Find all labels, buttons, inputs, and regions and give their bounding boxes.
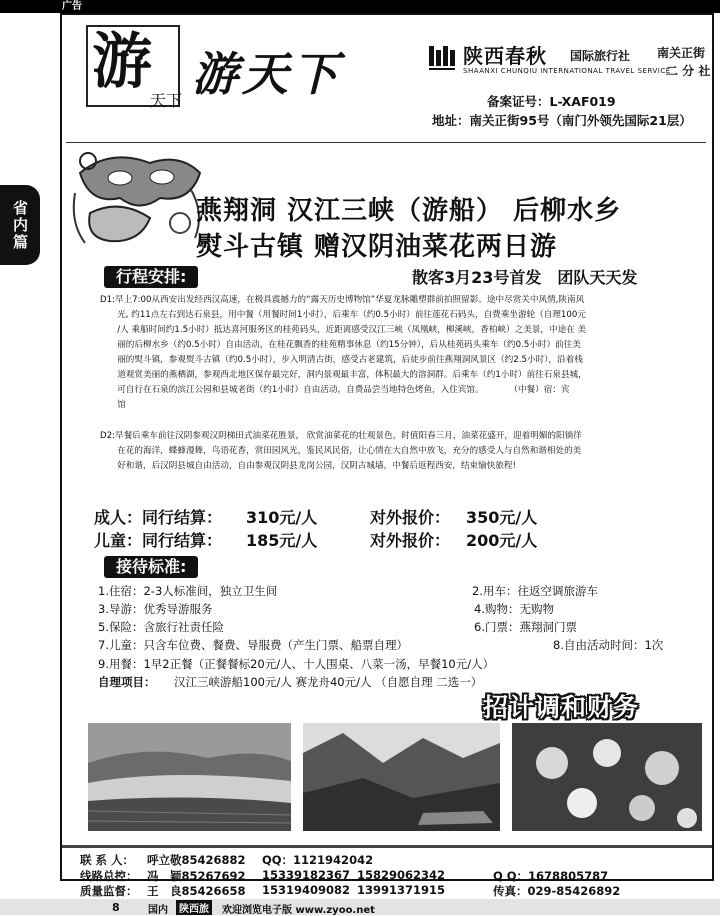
departure-info: 散客3月23号首发 团队天天发 [412,268,638,287]
contact-qq: QQ：1121942042 [262,853,374,867]
footer-logo: 陕西旅 [176,900,212,915]
itinerary-line: /人 乘船时间约1.5小时）抵达喜河服务区的桂苑码头，近距离感受汉江三峡（凤凰峡，柳溪峡，香柏峡）之美景，中途在 美 [100,325,587,335]
contact-divider [62,845,712,848]
self-pay-label: 自理项目： [98,675,156,689]
standard-item: 3.导游：优秀导游服务 [98,602,213,616]
self-pay-items: 汉江三峡游船100元/人 赛龙舟40元/人 （自愿自理 二选一） [174,675,483,689]
agency-address: 地址：南关正街95号（南门外领先国际21层） [432,113,692,128]
agency-type: 国际旅行社 [570,49,631,63]
terrace-photo [88,723,291,831]
quality-label: 质量监督： [80,884,138,898]
route-control-label: 线路总控： [80,869,138,883]
mountain-river-photo [303,723,500,831]
fax-number: 传真：029-85426892 [493,884,621,898]
agency-logo-icon [427,44,457,72]
quality-phone: 13991371915 [357,883,446,897]
tour-title-line2: 熨斗古镇 赠汉阴油菜花两日游 [196,232,558,262]
agency-name-en: SHAANXI CHUNQIU INTERNATIONAL TRAVEL SERVICE [463,67,671,75]
branch-line1: 南关正街 [657,46,706,60]
child-trade-price: 185元/人 [246,531,318,550]
standard-item: 8.自由活动时间：1次 [553,638,664,652]
footer-website[interactable]: 欢迎浏览电子版 www.zyoo.net [222,905,375,916]
schedule-label: 行程安排: [104,266,198,288]
itinerary-line: 在花的海洋，蝶蜂漫舞，鸟语花香，赏田园风光，鉴民风民俗，让心情在大自然中放飞，充分的感受人与自然和谐相处的美 [100,446,582,456]
standard-item: 9.用餐：1早2正餐（正餐餐标20元/人、十人围桌、八菜一汤，早餐10元/人） [98,657,495,671]
section-side-tab[interactable]: 省内篇 [0,185,40,265]
ad-label: 广告 [0,0,720,13]
standard-item: 6.门票：燕翔洞门票 [474,620,577,634]
standard-item: 1.住宿：2-3人标准间，独立卫生间 [98,584,278,598]
adult-public-label: 对外报价： [370,508,451,527]
child-public-price: 200元/人 [466,531,538,550]
recruiting-banner: 招计调和财务 [483,693,640,722]
child-public-label: 对外报价： [370,531,451,550]
quality-phone: 15319409082 [262,883,351,897]
footer-region: 国内 [148,905,168,916]
itinerary-line: 好和谐，后汉阴县城自由活动，自由参观汉阴县龙岗公园，汉阴古城墙，中餐后返程西安，结束愉快旅程! [100,461,516,471]
itinerary-line: 丽的熨斗镇，参观熨斗古镇（约0.5小时），步入明清古街，感受古老建筑，后徒步前往燕翔洞风景区（约2.5小时），沿着栈 [100,355,583,365]
route-control-phone: 15339182367 [262,868,351,882]
itinerary-line: 道观赏美丽的燕栖湖，参观西北地区保存最完好，洞内景观最丰富，体积最大的溶洞群。后乘车（约1小时）前往石泉县城， [100,370,587,380]
carnival-mask-decoration [70,143,210,255]
standard-item: 7.儿童：只含车位费、餐费、导服费（产生门票、船票自理） [98,638,408,652]
itinerary-line: D2:早餐后乘车前往汉阴参观汉阴梯田式油菜花胜景， 欣赏油菜花的壮观景色，时值阳春三月，油菜花盛开，迎着明媚的阳徜徉 [100,431,582,441]
adult-trade-price: 310元/人 [246,508,318,527]
logo-sub-text: 天下 [150,91,183,110]
route-control-qq: Q Q：1678805787 [493,869,609,883]
quality-name: 王 良85426658 [147,884,246,898]
logo-calligraphy-char: 游 [92,27,152,97]
tour-title-line1: 燕翔洞 汉江三峡（游船） 后柳水乡 [196,196,622,226]
standard-item: 4.购物：无购物 [474,602,554,616]
itinerary-line: 可自行在石泉的滨江公园和县城老街（约1小时）自由活动，自费品尝当地特色烤鱼，入住宾馆。 （中餐）宿：宾 [100,385,570,395]
standard-item: 2.用车：往返空调旅游车 [472,584,598,598]
standard-item: 5.保险：含旅行社责任险 [98,620,224,634]
contact-label: 联 系 人： [80,853,135,867]
itinerary-line: D1:早上7:00从西安出发经西汉高速，在极具震撼力的“露天历史博物馆”华夏龙脉雕塑群前拍照留影。途中尽赏关中风情,陕南风 [100,295,585,305]
flower-photo [512,723,702,831]
itinerary-line: 光, 约11点左右到达石泉县，用中餐（用餐时间1小时），后乘车（约0.5小时）前往莲花石码头，自费乘坐游轮（自理100元 [100,310,586,320]
child-trade-label: 儿童：同行结算： [94,531,223,550]
branch-line2: 二 分 社 [666,64,711,78]
route-control-phone: 15829062342 [357,868,446,882]
adult-public-price: 350元/人 [466,508,538,527]
standards-label: 接待标准: [104,556,198,578]
contact-name: 呼立敬85426882 [147,853,246,867]
itinerary-line: 丽的后柳水乡（约0.5小时）自由活动，在桂花飘香的桂苑精事休息（约15分钟），后从桂苑码头乘车（约0.5小时）前往美 [100,340,581,350]
license-number: 备案证号：L-XAF019 [487,94,616,109]
page-number: 8 [112,901,120,914]
itinerary-line: 馆 [100,400,126,410]
logo-title: 游天下 [192,47,342,101]
route-control-name: 冯 颖85267692 [147,869,246,883]
agency-name: 陕西春秋 [463,44,547,68]
adult-trade-label: 成人：同行结算： [94,508,223,527]
